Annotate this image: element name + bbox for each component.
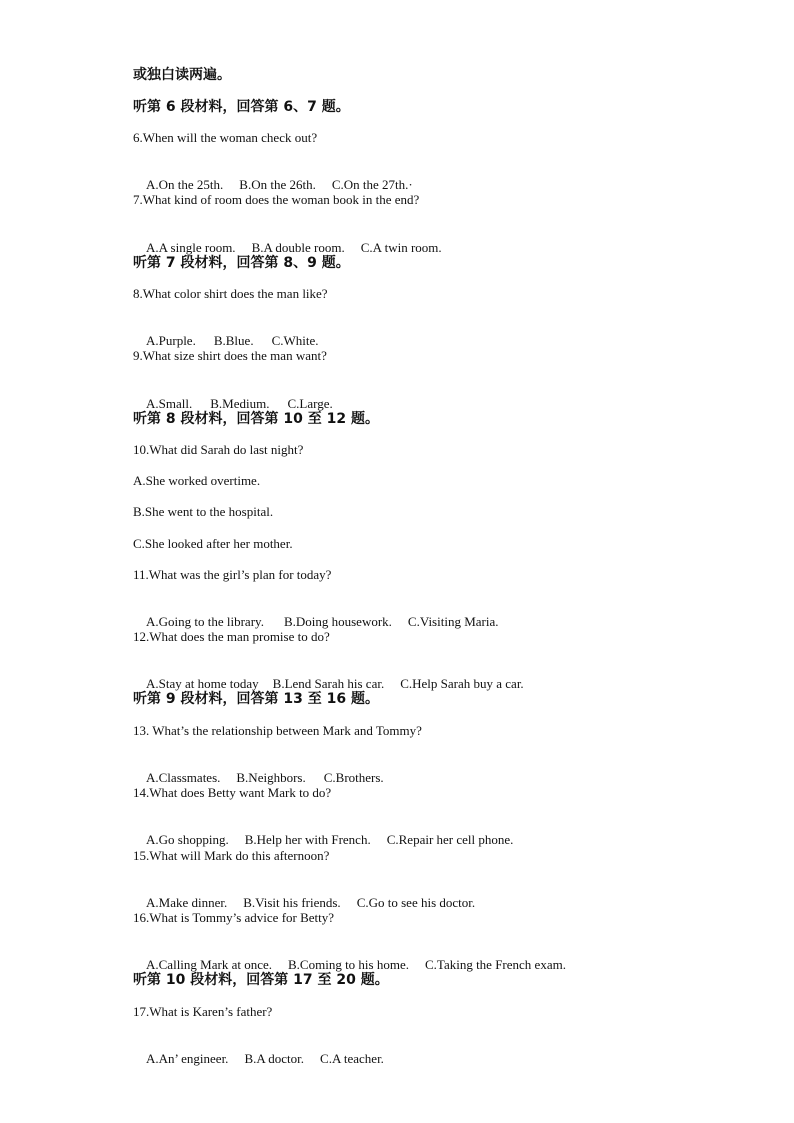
- question-text: 9.What size shirt does the man want?: [133, 348, 327, 363]
- option-a: A.Stay at home today: [146, 676, 259, 691]
- option-c: C.Repair her cell phone.: [386, 832, 514, 847]
- option-a: A.Make dinner.: [146, 895, 228, 910]
- section-heading: 听第 10 段材料，回答第 17 至 20 题。: [133, 972, 389, 988]
- option-b: B.Blue.: [213, 333, 254, 348]
- option-c: C.Brothers.: [323, 770, 384, 785]
- option-c: C.Visiting Maria.: [407, 614, 499, 629]
- question-text: 15.What will Mark do this afternoon?: [133, 848, 330, 863]
- option-b: B.Help her with French.: [244, 832, 371, 847]
- question-text: 6.When will the woman check out?: [133, 130, 318, 145]
- option-c: C.Help Sarah buy a car.: [400, 676, 524, 691]
- option-a: A.Calling Mark at once.: [146, 957, 272, 972]
- option-c: C.White.: [271, 333, 319, 348]
- section-heading: 听第 9 段材料，回答第 13 至 16 题。: [133, 691, 379, 707]
- answer-options: [133, 1035, 384, 1083]
- option-a: A.Go shopping.: [146, 832, 229, 847]
- option-b: B.Medium.: [210, 396, 270, 411]
- section-heading: 听第 6 段材料，回答第 6、7 题。: [133, 99, 350, 115]
- intro-text: 或独白读两遍。: [133, 67, 231, 83]
- question-text: 17.What is Karen’s father?: [133, 1004, 273, 1019]
- option-b: B.Coming to his home.: [288, 957, 409, 972]
- option-a: A.Classmates.: [146, 770, 221, 785]
- question-text: 13. What’s the relationship between Mark and Tommy?: [133, 723, 422, 738]
- option-b: B.Doing housework.: [283, 614, 392, 629]
- option-b: B.Neighbors.: [236, 770, 306, 785]
- option-a: A.A single room.: [146, 240, 236, 255]
- question-text: 14.What does Betty want Mark to do?: [133, 785, 332, 800]
- option-a: A.On the 25th.: [146, 177, 224, 192]
- option-a: A.Small.: [146, 396, 193, 411]
- option-c: C.Go to see his doctor.: [356, 895, 476, 910]
- option-b: B.Lend Sarah his car.: [272, 676, 385, 691]
- question-text: 11.What was the girl’s plan for today?: [133, 567, 332, 582]
- section-heading: 听第 7 段材料，回答第 8、9 题。: [133, 255, 350, 271]
- option-c: C.A teacher.: [320, 1051, 384, 1066]
- answer-option: B.She went to the hospital.: [133, 504, 274, 519]
- option-c: C.Taking the French exam.: [424, 957, 566, 972]
- option-b: B.A doctor.: [244, 1051, 305, 1066]
- option-c: C.On the 27th.·: [331, 177, 413, 192]
- question-text: 10.What did Sarah do last night?: [133, 442, 304, 457]
- section-heading: 听第 8 段材料，回答第 10 至 12 题。: [133, 411, 379, 427]
- option-c: C.A twin room.: [360, 240, 442, 255]
- answer-option: C.She looked after her mother.: [133, 536, 293, 551]
- option-a: A.An’ engineer.: [146, 1051, 229, 1066]
- question-text: 8.What color shirt does the man like?: [133, 286, 328, 301]
- option-a: A.Purple.: [146, 333, 196, 348]
- option-b: B.Visit his friends.: [243, 895, 341, 910]
- answer-option: A.She worked overtime.: [133, 473, 261, 488]
- question-text: 12.What does the man promise to do?: [133, 629, 330, 644]
- option-b: B.A double room.: [251, 240, 345, 255]
- question-text: 16.What is Tommy’s advice for Betty?: [133, 910, 335, 925]
- option-b: B.On the 26th.: [239, 177, 316, 192]
- option-c: C.Large.: [287, 396, 333, 411]
- option-a: A.Going to the library.: [146, 614, 264, 629]
- question-text: 7.What kind of room does the woman book in the end?: [133, 192, 420, 207]
